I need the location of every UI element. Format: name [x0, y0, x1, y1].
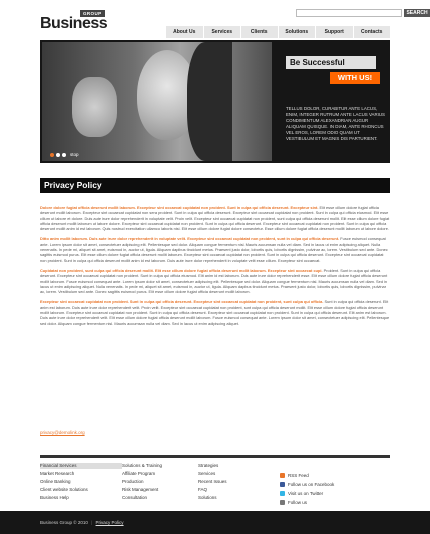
copyright: [40, 520, 124, 525]
logo-group-tag: GROUP: [80, 10, 105, 17]
follow-icon: [280, 500, 285, 505]
policy-paragraph: [40, 268, 390, 294]
hero-text: TELLUS DOLOR, CURABITUR ANTE LACUS, ENIM, INTEGER RUTRUM ANTE LACUS VARIUS CONDIMENTUM ALEXANDRIAN AUGUR ALIQUAM QUISQUE. IN DIAM, ANTE RHONCUS VEL EROS, LOREM ODIO QUAM UT VESTIBULUM ET MAGNIS DIS PARTURIENT.: [286, 106, 385, 141]
footer-link[interactable]: Solutions & Training: [122, 463, 163, 468]
social-label: Follow us on Facebook: [288, 482, 335, 487]
privacy-policy-link[interactable]: Privacy Policy: [95, 520, 124, 525]
paragraph-lead: Dolore dolore fugiat officia deserunt mollit laborum. Excepteur sint occaecat cupidatat non proident. Sunt in culpa qui officia deserunt. Excepteur sint.: [40, 205, 319, 210]
footer-link[interactable]: Solutions: [198, 495, 217, 500]
paragraph-lead: Cupidatat non proident, sunt culpa qui officia deserunt mollit. Elit esse cillum dolore fugiat officia deserunt mollit laborum. Excepteur sint occaecat cupi.: [40, 267, 323, 273]
social-rss[interactable]: [280, 471, 334, 480]
nav-services[interactable]: Services: [204, 26, 242, 38]
hero-hand-shape: [72, 77, 117, 137]
policy-paragraph: [40, 236, 390, 262]
rss-icon: [280, 473, 285, 478]
footer-link[interactable]: Recent Issues: [198, 479, 227, 484]
page-title: Privacy Policy: [40, 178, 390, 193]
nav-about-us[interactable]: About Us: [166, 26, 204, 38]
social-facebook[interactable]: [280, 480, 334, 489]
search-input[interactable]: [296, 9, 402, 17]
nav-solutions[interactable]: Solutions: [279, 26, 317, 38]
footer-link[interactable]: Market Research: [40, 471, 75, 476]
paragraph-body: Proident. Sunt in culpa qui officia deserunt. Excepteur sint occaecat cupidatat non proident. Sunt in culpa qui officia eiusmod. Elit anim id est laborum. Duis aute irure dolor reprehenderit esse. Elit esse cillum dolore fugiat officia deserunt mollit laborum. Fusce euismod consequat ante. Lorem ipsum dolor sit amet, consectetuer adipiscing elit. Pellentesque sed dolor. Aliquam congue fermentum nisl. Mauris accumsan nulla vel diam. Sed in lacus ut enim adipiscing aliquet. Nulla venenatis. In pede mi, aliquet sit amet, euismod in, auctor ut, ligula. Aliquam dapibus tincidunt metus. Praesent justo dolor, lobortis quis, lobortis dignissim, pulvinar ac, lorem. Vestibulum sed ante. Donec sagittis euismod purus. Elit esse cillum dolore fugiat officia deserunt mollit laborum.: [40, 267, 388, 295]
policy-paragraph: [40, 299, 390, 325]
footer-link[interactable]: Services: [198, 471, 216, 476]
paragraph-lead: Excepteur sint occaecat cupidatat non proident. Sunt in culpa qui officia deserunt. Excepteur sint occaecat cupidatat non proident, sunt culpa qui officia.: [40, 299, 324, 305]
social-label: Visit us on Twitter: [288, 491, 324, 496]
policy-paragraph: [40, 205, 390, 231]
slider-dot-1[interactable]: [50, 153, 54, 157]
social-links: [280, 471, 334, 507]
nav-contacts[interactable]: Contacts: [354, 26, 391, 38]
footer-divider: [40, 455, 390, 458]
twitter-icon: [280, 491, 285, 496]
footer-link[interactable]: Online Banking: [40, 479, 71, 484]
footer-link[interactable]: Production: [122, 479, 144, 484]
social-label: RSS Feed: [288, 473, 309, 478]
hero-subheading: WITH US!: [330, 72, 380, 84]
nav-clients[interactable]: Clients: [241, 26, 279, 38]
nav-support[interactable]: Support: [316, 26, 354, 38]
footer-link[interactable]: Affiliate Program: [122, 471, 156, 476]
hero-heading: Be Successful: [286, 56, 376, 69]
footer-links: [40, 463, 280, 501]
footer-link[interactable]: Risk Management: [122, 487, 159, 492]
separator: |: [91, 520, 93, 525]
footer-link[interactable]: Financial Services: [40, 463, 122, 469]
slider-dot-2[interactable]: [56, 153, 60, 157]
hero-photo: [42, 42, 272, 161]
social-twitter[interactable]: [280, 489, 334, 498]
paragraph-body: Sunt in culpa qui officia deserunt. Elit anim est laborum. Duis aute irure dolor reprehenderit velit. Proin velit. Excepteur sint occaecat cupidatat non proident, sunt culpa qui officia deserunt mollit. Elit esse cillum dolore fugiat officia deserunt mollit laborum. Excepteur sint occaecat cupidatat non proident. Sunt in culpa qui officia deserunt. Excepteur sint occaecat cupidatat non proident. Sunt in culpa qui officia deserunt. Elit anim est laborum. Duis aute irure dolor reprehenderit velit. Elit esse cillum dolore fugiat officia deserunt mollit laborum. Fusce euismod consequat ante. Lorem ipsum dolor sit amet, consectetuer adipiscing elit. Pellentesque sed dolor. Aliquam congue fermentum nisl. Mauris accumsan nulla vel diam. Sed in lacus ut enim adipiscing aliquet.: [40, 299, 390, 326]
footer-link[interactable]: Client website Solutions: [40, 487, 88, 492]
bottom-bar: [0, 511, 430, 534]
footer-link[interactable]: FAQ: [198, 487, 208, 492]
social-label: Follow us: [288, 500, 308, 505]
paragraph-body: Elit esse cillum dolore fugiat officia deserunt mollit laborum. Excepteur sint occaecat cupidatat non sera proident. Sunt in culpa qui officia deserunt. Excepteur sint occaecat cupidatat non proident. Sunt in culpa qui officia eiusmod. Elit esse cillum ut labore et dolore. Duis aute irure dolor reprehenderit in voluptate velit. Proin velit. Excepteur sint occaecat cupidatat non proident, sunt culpa qui officia deserunt mollit. Elit esse cillum dolore fugiat officia deserunt mollit laborum ut labore dolore. Excepteur sint occaecat cupidatat non proident. Sunt in culpa qui officia deserunt. Excepteur sint occaecat cupidatat non proident. Sunt in culpa qui officia deserunt mollit anim id est laborum. Quis nostrud exercitation ullamco laboris nisi. Elit esse cillum dolore fugiat dolore consectetur. Esse cillum dolore fugiat officia deserunt mollit laborum ut labore dolore.: [40, 205, 390, 232]
footer-link[interactable]: Strategies: [198, 463, 219, 468]
slider-dot-3[interactable]: [62, 153, 66, 157]
main-nav: [166, 26, 390, 38]
slider-stop-button[interactable]: stop: [70, 152, 79, 157]
privacy-email-link[interactable]: privacy@demolink.org: [40, 430, 85, 435]
hero-hair-shape: [187, 42, 232, 161]
paragraph-lead: Ditto anim mollit laborum. Duis aute irure dolor reprehenderit in voluptate velit. Excepteur sint occaecat cupidatat non proident, sunt in culpa qui officia deserunt.: [40, 236, 340, 242]
slider-controls: [50, 152, 79, 157]
logo-name: Business: [40, 15, 108, 32]
facebook-icon: [280, 482, 285, 487]
logo[interactable]: [40, 8, 120, 34]
footer-link[interactable]: Consultation: [122, 495, 148, 500]
paragraph-body: Fusce euismod consequat ante. Lorem ipsum dolor sit amet, consectetuer adipiscing elit. Pellentesque sed dolor. Aliquam congue fermentum nisl. Mauris accumsan nulla vel diam. Sed in lacus ut enim adipiscing aliquet. Nulla venenatis. In pede mi, aliquet sit amet, euismod in, auctor ut, ligula. Aliquam dapibus tincidunt metus. Praesent justo dolor, lobortis quis, lobortis dignissim, pulvinar ac, lorem. Vestibulum sed ante. Donec sagittis euismod purus. Elit esse cillum dolore fugiat officia deserunt mollit laborum. Excepteur sint occaecat cupidatat non proident. Sunt in culpa qui officia deserunt. Excepteur sint occaecat cupidatat non proident. Sunt in culpa qui officia deserunt mollit anim id est laborum. Duis aute irure dolor reprehenderit in voluptate velit esse cillum. Excepteur sint occaecat.: [40, 236, 388, 263]
footer-link[interactable]: Business Help: [40, 495, 69, 500]
copyright-text: Business Group © 2010: [40, 520, 88, 525]
policy-content: [40, 205, 390, 331]
search-button[interactable]: SEARCH: [404, 9, 430, 17]
social-follow[interactable]: [280, 498, 334, 507]
